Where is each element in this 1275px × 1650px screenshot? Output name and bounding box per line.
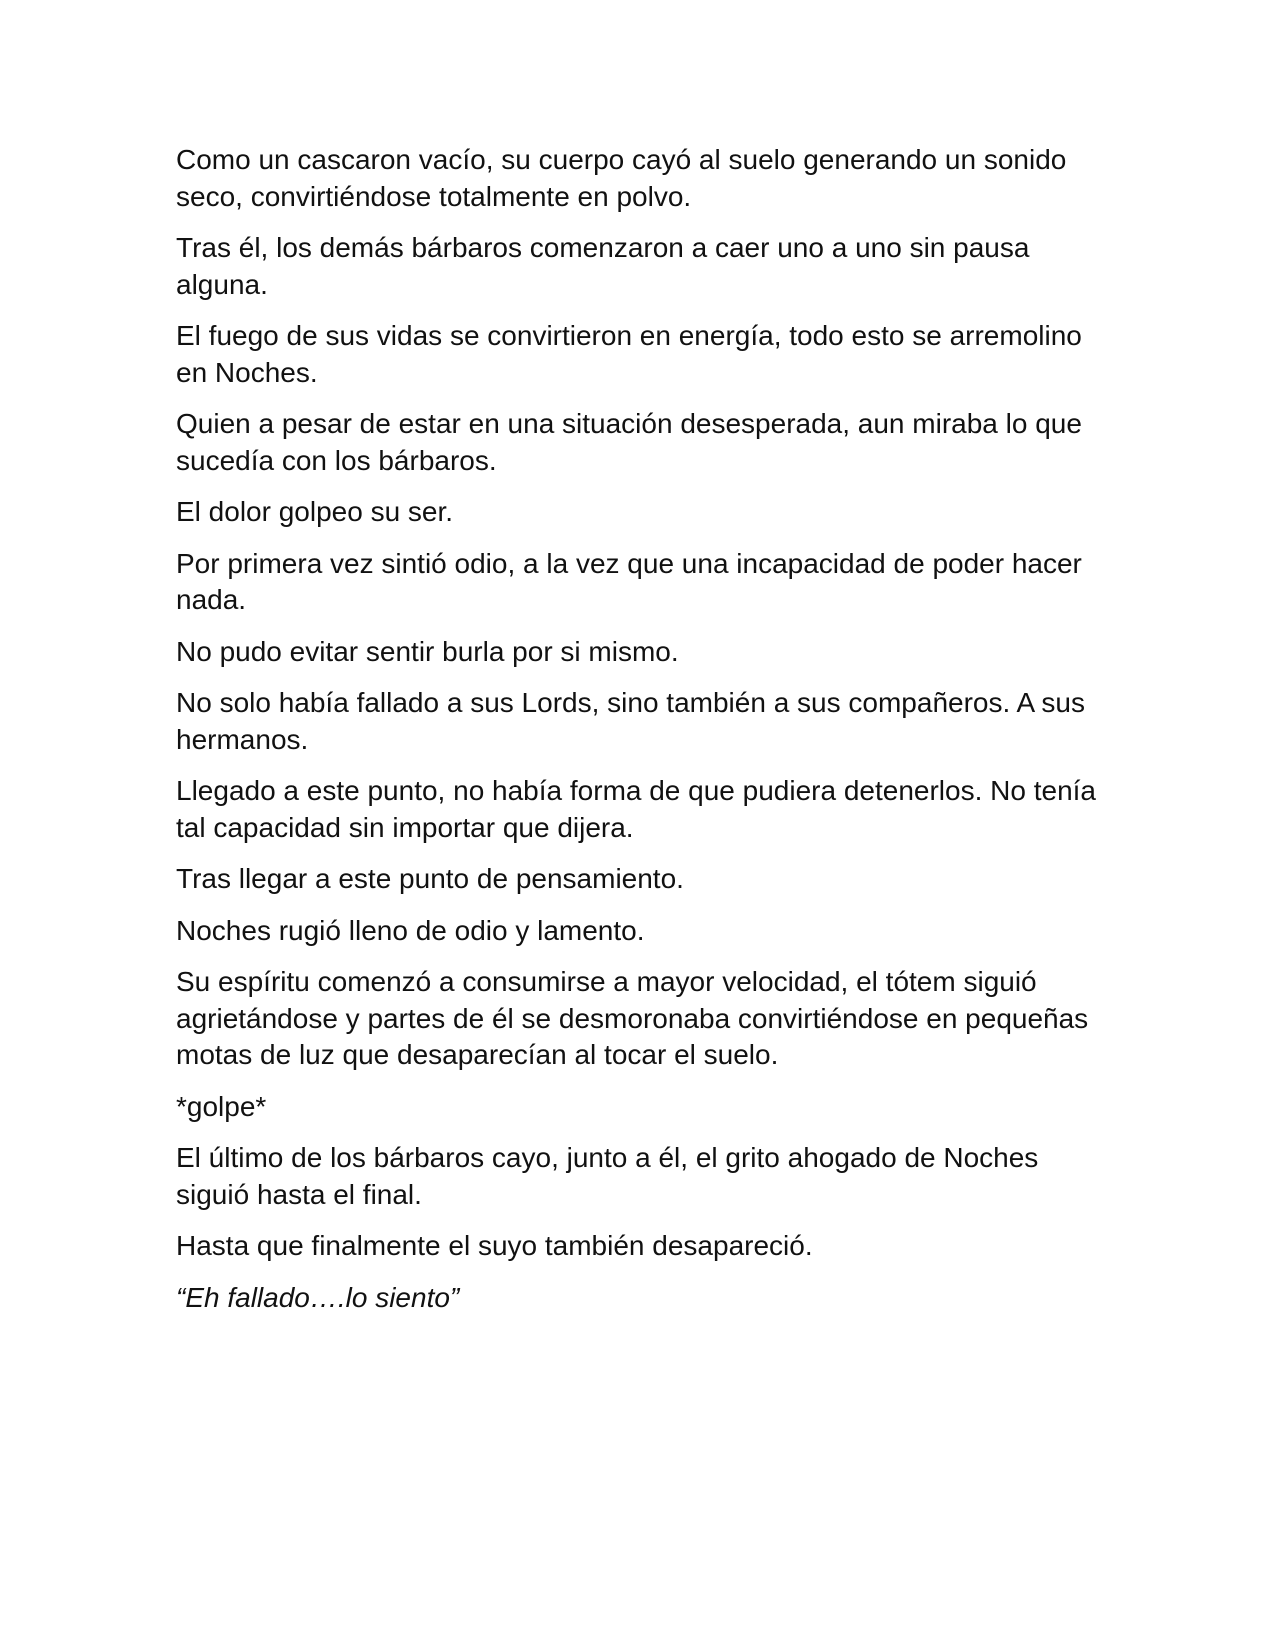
paragraph: Tras llegar a este punto de pensamiento. — [176, 863, 684, 894]
paragraph: No pudo evitar sentir burla por si mismo. — [176, 635, 679, 667]
paragraph: Llegado a este punto, no había forma de que pudiera detenerlos. No tenía tal capacidad sin importar que dijera. — [176, 775, 1097, 843]
paragraph: *golpe* — [176, 1090, 267, 1122]
paragraph: El último de los bárbaros cayo, junto a él, el grito ahogado de Noches siguió hasta el final. — [176, 1142, 1039, 1210]
paragraph: Tras él, los demás bárbaros comenzaron a caer uno a uno sin pausa alguna. — [176, 232, 1030, 300]
closing-quote-paragraph: “Eh fallado….lo siento” — [176, 1281, 460, 1313]
paragraph: Hasta que finalmente el suyo también desapareció. — [176, 1230, 813, 1261]
paragraph: El dolor golpeo su ser. — [176, 496, 454, 527]
paragraph: Su espíritu comenzó a consumirse a mayor velocidad, el tótem siguió agrietándose y partes de él se desmoronaba convirtiéndose en pequeñas motas de luz que desaparecían al tocar el suelo. — [176, 966, 1089, 1070]
paragraph: Noches rugió lleno de odio y lamento. — [176, 914, 645, 946]
paragraph: No solo había fallado a sus Lords, sino también a sus compañeros. A sus hermanos. — [176, 687, 1085, 755]
paragraph: Como un cascaron vacío, su cuerpo cayó al suelo generando un sonido seco, convirtiéndose totalmente en polvo. — [176, 144, 1067, 212]
paragraph: Quien a pesar de estar en una situación desesperada, aun miraba lo que sucedía con los bárbaros. — [176, 408, 1082, 476]
document-body — [176, 142, 1096, 1331]
paragraph: Por primera vez sintió odio, a la vez que una incapacidad de poder hacer nada. — [176, 547, 1082, 615]
paragraph: El fuego de sus vidas se convirtieron en energía, todo esto se arremolino en Noches. — [176, 320, 1082, 388]
